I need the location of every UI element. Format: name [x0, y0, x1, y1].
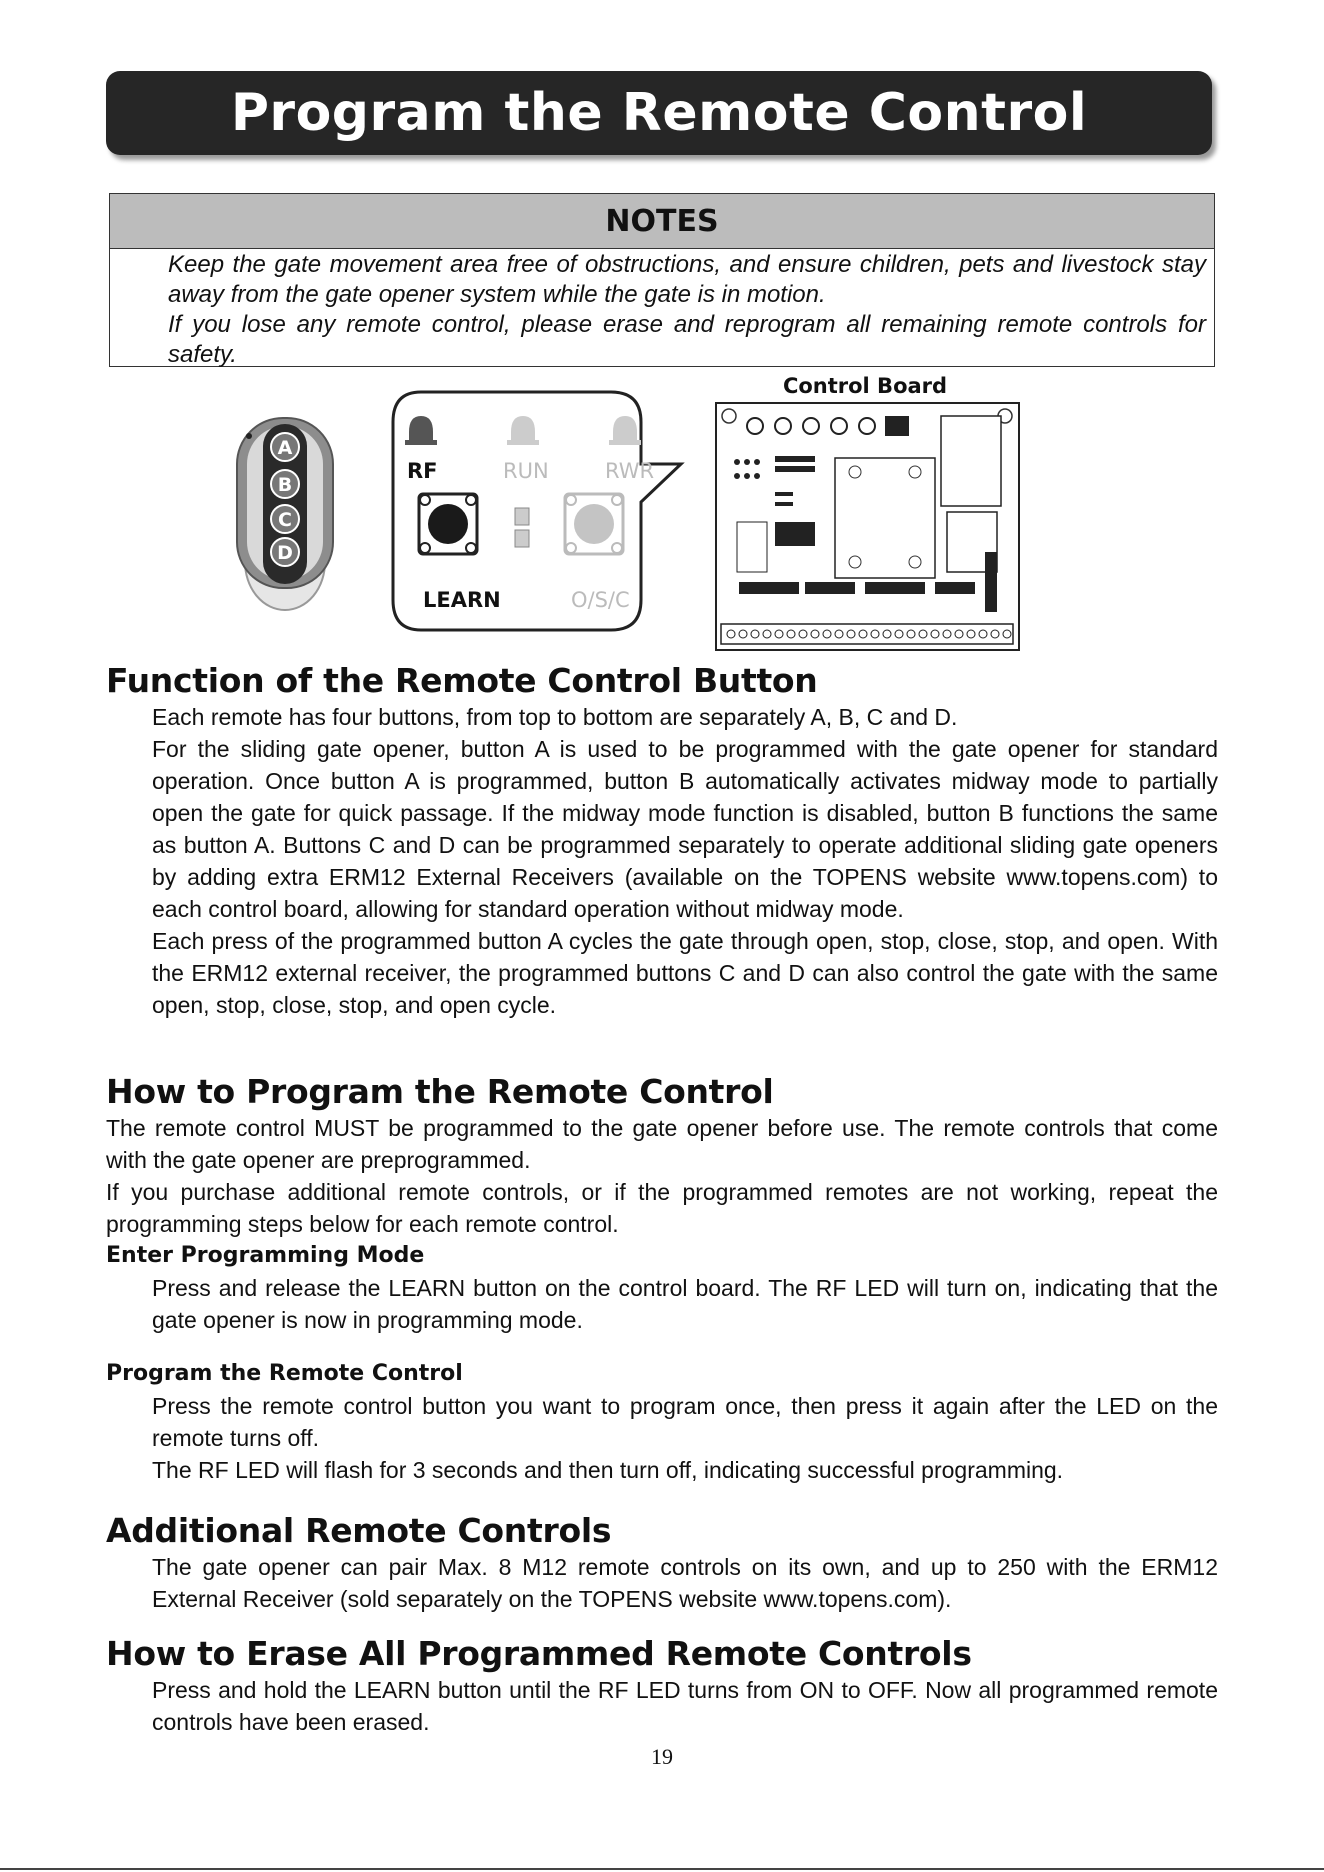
paragraph: If you purchase additional remote controls, or if the programmed remotes are not working, repeat the programming steps below for each remote control. — [106, 1179, 1218, 1237]
learn-button-icon — [419, 494, 477, 554]
page-number: 19 — [651, 1744, 673, 1769]
osc-button-icon — [565, 494, 623, 554]
paragraph: The RF LED will flash for 3 seconds and then turn off, indicating successful programming. — [152, 1457, 1064, 1483]
section-heading: Additional Remote Controls — [106, 1511, 612, 1550]
run-led-label: RUN — [503, 459, 549, 483]
note-line: If you lose any remote control, please erase and reprogram all remaining remote controls for safety. — [168, 311, 1206, 368]
rwr-led-label: RWR — [605, 459, 655, 483]
remote-button-d — [271, 538, 299, 566]
control-board-label: Control Board — [782, 374, 948, 398]
section-function — [106, 661, 1218, 1021]
subheading-enter-programming: Enter Programming Mode — [106, 1243, 425, 1268]
paragraph: The remote control MUST be programmed to the gate opener before use. The remote controls that come with the gate opener are preprogrammed. — [106, 1115, 1218, 1173]
section-erase — [106, 1634, 1218, 1738]
led-button-panel — [391, 390, 731, 650]
remote-button-a — [271, 433, 299, 461]
svg-text:D: D — [277, 542, 293, 564]
section-heading: Function of the Remote Control Button — [106, 661, 818, 700]
osc-label: O/S/C — [571, 588, 630, 612]
rf-led-label: RF — [407, 459, 438, 483]
remote-button-c — [271, 505, 299, 533]
section-additional — [106, 1511, 1218, 1615]
bottom-rule — [0, 1868, 1324, 1870]
notes-body — [110, 249, 1214, 370]
notes-heading: NOTES — [110, 194, 1214, 249]
section-heading: How to Program the Remote Control — [106, 1072, 774, 1111]
notes-box — [109, 193, 1215, 367]
paragraph: Each remote has four buttons, from top to bottom are separately A, B, C and D. — [152, 704, 958, 730]
control-board-illustration — [715, 402, 1020, 652]
remote-fob-illustration — [225, 412, 345, 612]
paragraph: Each press of the programmed button A cycles the gate through open, stop, close, stop, and open. With the ERM12 external receiver, the programmed buttons C and D can also control the gate with the same open, stop, close, stop, and open cycle. — [152, 928, 1218, 1018]
section-heading: How to Erase All Programmed Remote Controls — [106, 1634, 972, 1673]
paragraph: Press and hold the LEARN button until the RF LED turns from ON to OFF. Now all programmed remote controls have been erased. — [152, 1677, 1218, 1735]
svg-text:B: B — [277, 474, 293, 496]
section-program — [106, 1072, 1218, 1486]
svg-text:A: A — [277, 437, 293, 459]
remote-button-b — [271, 470, 299, 498]
title-banner — [106, 71, 1212, 155]
note-line: Keep the gate movement area free of obstructions, and ensure children, pets and livestock stay away from the gate opener system while the gate is in motion. — [168, 251, 1206, 308]
paragraph: For the sliding gate opener, button A is used to be programmed with the gate opener for standard operation. Once button A is programmed, button B automatically activates midway mode to partially open the gate for quick passage. If the midway mode function is disabled, button B functions the same as button A. Buttons C and D can be programmed separately to operate additional sliding gate openers by adding extra ERM12 External Receivers (available on the TOPENS website www.topens.com) to each control board, allowing for standard operation without midway mode. — [152, 736, 1218, 922]
programming-figure — [215, 374, 1045, 653]
paragraph: Press the remote control button you want to program once, then press it again after the LED on the remote turns off. — [152, 1393, 1218, 1451]
subheading-program-remote: Program the Remote Control — [106, 1361, 463, 1386]
page-title: Program the Remote Control — [230, 83, 1088, 143]
paragraph: The gate opener can pair Max. 8 M12 remote controls on its own, and up to 250 with the ERM12 External Receiver (sold separately on the TOPENS website www.topens.com). — [152, 1554, 1218, 1612]
learn-label: LEARN — [423, 588, 501, 612]
svg-text:C: C — [278, 509, 292, 531]
paragraph: Press and release the LEARN button on the control board. The RF LED will turn on, indicating that the gate opener is now in programming mode. — [152, 1275, 1218, 1333]
